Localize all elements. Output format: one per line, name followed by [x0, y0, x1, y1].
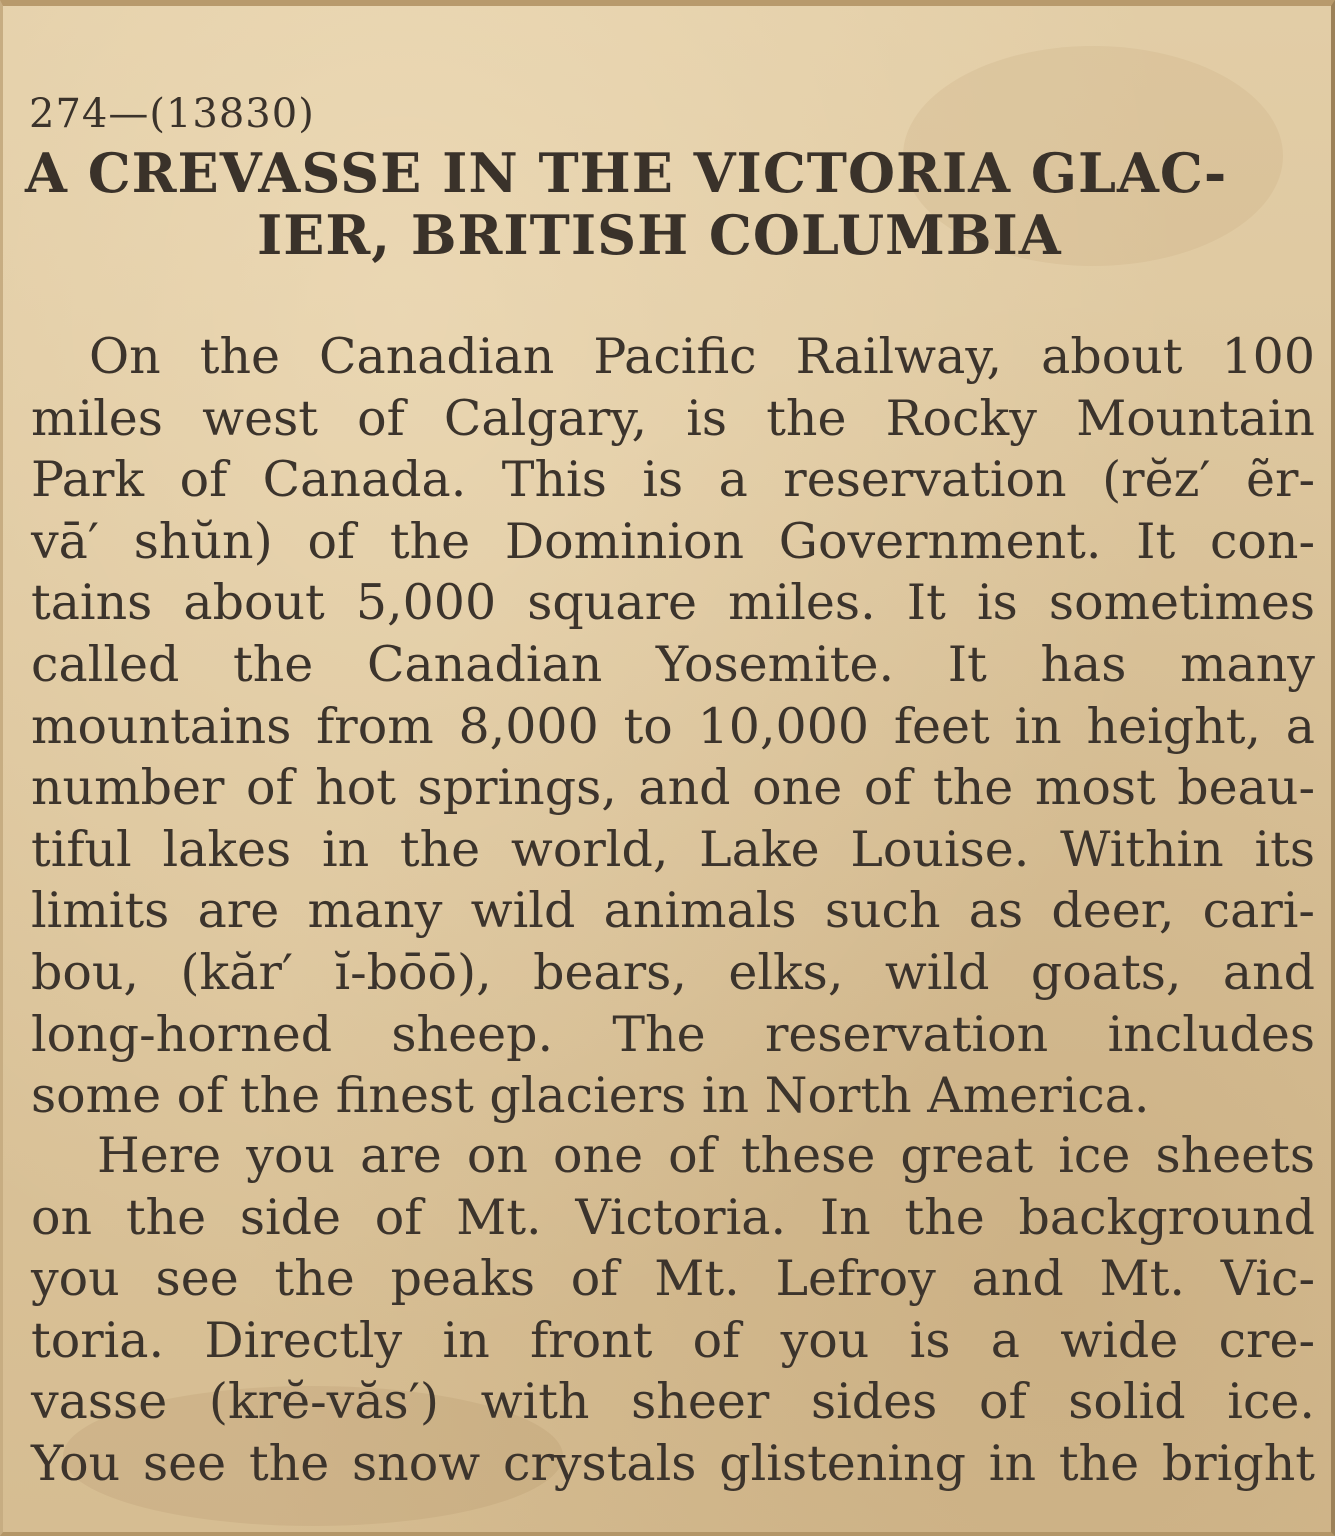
text-line: some of the finest glaciers in North America. [31, 1067, 1150, 1125]
text-line: limits are many wild animals such as deer, cari- [31, 882, 1315, 940]
card-title [25, 142, 1315, 266]
catalog-number: 274—(13830) [29, 91, 315, 137]
text-line: mountains from 8,000 to 10,000 feet in height, a [31, 697, 1315, 755]
text-line: number of hot springs, and one of the most beau- [31, 759, 1315, 817]
title-line-1: A CREVASSE IN THE VICTORIA GLAC- [25, 141, 1228, 205]
text-line: you see the peaks of Mt. Lefroy and Mt. Vic- [31, 1250, 1315, 1308]
text-line: You see the snow crystals glistening in the bright [31, 1434, 1315, 1492]
paragraph-1 [31, 326, 1315, 1127]
text-line: on the side of Mt. Victoria. In the background [31, 1188, 1315, 1246]
paragraph-2 [31, 1125, 1315, 1495]
text-line: tains about 5,000 square miles. It is sometimes [31, 574, 1315, 632]
text-line: called the Canadian Yosemite. It has many [31, 635, 1315, 693]
text-line: On the Canadian Pacific Railway, about 100 [89, 328, 1315, 385]
text-line: vasse (krĕ-văs′) with sheer sides of solid ice. [31, 1373, 1315, 1431]
text-line: miles west of Calgary, is the Rocky Mountain [31, 389, 1315, 447]
text-line: vā′ shŭn) of the Dominion Government. It con- [31, 512, 1315, 570]
text-line: Park of Canada. This is a reservation (rĕz′ ẽr- [31, 451, 1315, 509]
text-line: long-horned sheep. The reservation includes [31, 1005, 1315, 1063]
text-line: Here you are on one of these great ice sheets [97, 1127, 1315, 1184]
text-line: tiful lakes in the world, Lake Louise. Within its [31, 820, 1315, 878]
text-line: bou, (kăr′ ĭ-bōō), bears, elks, wild goats, and [31, 943, 1315, 1001]
text-line: toria. Directly in front of you is a wide cre- [31, 1311, 1315, 1369]
title-line-2: IER, BRITISH COLUMBIA [257, 203, 1062, 267]
